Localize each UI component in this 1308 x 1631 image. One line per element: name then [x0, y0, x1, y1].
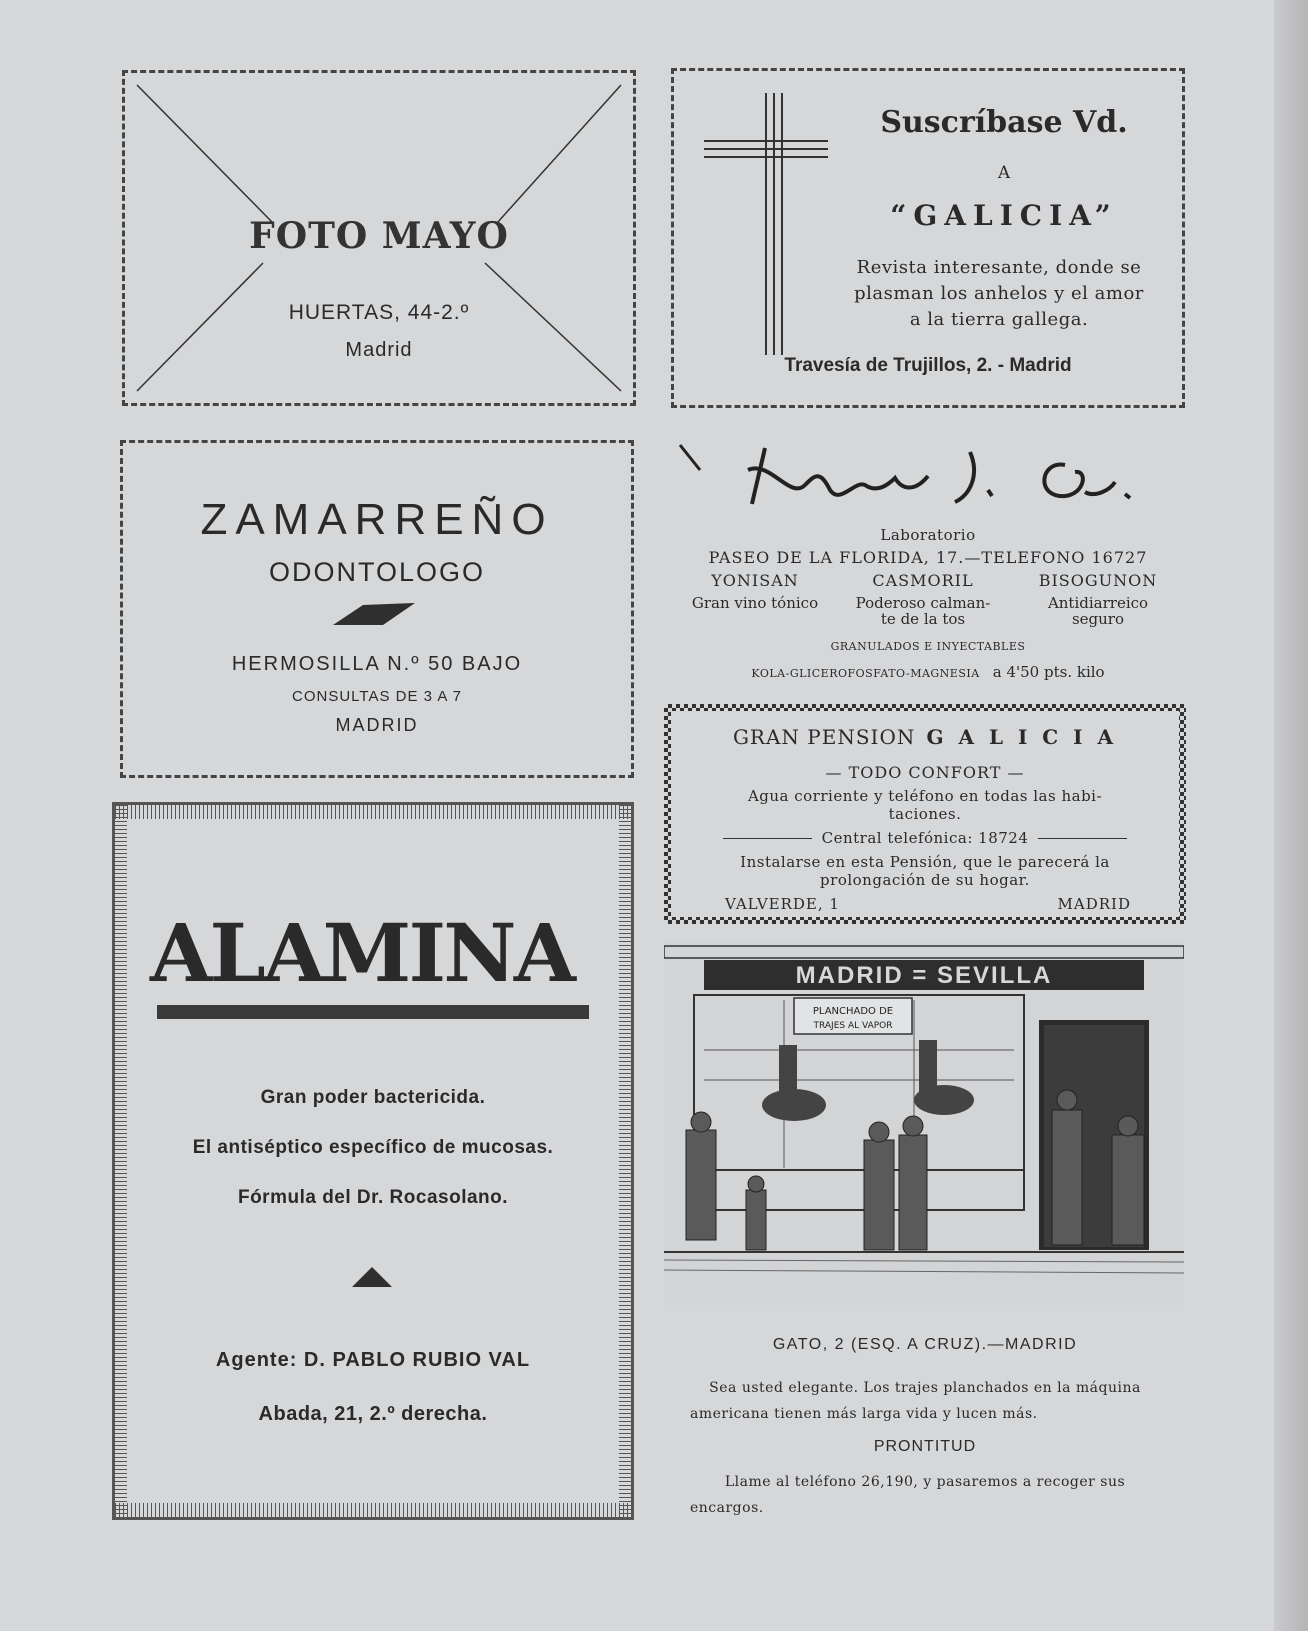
laboratorio-granulados: GRANULADOS E INYECTABLES	[830, 640, 1026, 653]
top-hatched-border	[115, 805, 631, 819]
pension-water-2: taciones.	[888, 805, 962, 823]
alamina-brand	[115, 885, 631, 995]
product-casmoril	[838, 571, 1008, 627]
alamina-line3: Fórmula del Dr. Rocasolano.	[237, 1187, 509, 1208]
product-yonisan	[670, 571, 840, 612]
product-desc: Gran vino tónico	[691, 594, 819, 612]
alamina-address: Abada, 21, 2.º derecha.	[258, 1403, 488, 1425]
zamarreno-name: ZAMARREÑO	[200, 495, 554, 544]
foto-mayo-city: Madrid	[345, 339, 413, 361]
galicia-address: Travesía de Trujillos, 2. - Madrid	[784, 355, 1072, 376]
alamina-line2: El antiséptico específico de mucosas.	[192, 1137, 554, 1158]
pension-title-prefix: GRAN PENSION	[732, 725, 916, 749]
placard-line-1: PLANCHADO DE	[812, 1006, 894, 1017]
madrid-sevilla-address: GATO, 2 (ESQ. A CRUZ).—MADRID	[772, 1336, 1078, 1353]
laboratorio-ad	[670, 430, 1186, 686]
pension-water-1: Agua corriente y teléfono en todas las habi-	[747, 787, 1103, 805]
product-name: BISOGUNON	[1038, 571, 1158, 590]
dental-mark-decoration	[333, 603, 417, 627]
pension-address: VALVERDE, 1	[725, 895, 840, 913]
signature-logo	[670, 430, 1180, 510]
triangle-ornament	[352, 1267, 392, 1289]
product-name: YONISAN	[711, 571, 799, 590]
galicia-to: A	[997, 163, 1011, 183]
galicia-desc-2: plasman los anhelos y el amor	[854, 283, 1144, 304]
madrid-sevilla-text-1: Sea usted elegante. Los trajes planchados en la máquina	[709, 1380, 1141, 1396]
pension-city: MADRID	[1057, 895, 1131, 913]
divider	[1038, 838, 1127, 839]
alamina-agent: Agente: D. PABLO RUBIO VAL	[215, 1349, 531, 1371]
pension-confort: — TODO CONFORT —	[825, 763, 1025, 782]
foto-mayo-ad	[122, 70, 636, 406]
madrid-sevilla-prontitud: PRONTITUD	[873, 1438, 977, 1455]
laboratorio-price: a 4'50 pts. kilo	[992, 663, 1105, 681]
bottom-hatched-border	[115, 1503, 631, 1517]
pension-title	[671, 725, 1179, 749]
alamina-ad	[112, 802, 634, 1520]
zamarreno-hours: CONSULTAS DE 3 A 7	[292, 688, 462, 705]
pension-stay-2: prolongación de su hogar.	[820, 871, 1030, 889]
cross-ornament	[704, 93, 834, 363]
galicia-desc-1: Revista interesante, donde se	[856, 257, 1142, 278]
laboratorio-subtitle: Laboratorio	[880, 526, 976, 544]
zamarreno-city: MADRID	[335, 715, 419, 735]
zamarreno-ad	[120, 440, 634, 778]
foto-mayo-address: HUERTAS, 44-2.º	[288, 301, 470, 324]
alamina-rule	[157, 1005, 589, 1019]
galicia-desc-3: a la tierra gallega.	[909, 309, 1089, 330]
pension-stay-1: Instalarse en esta Pensión, que le parecerá la	[740, 853, 1110, 871]
divider	[723, 838, 812, 839]
alamina-brand-text: ALAMINA	[150, 906, 590, 995]
galicia-magazine: “GALICIA”	[890, 199, 1118, 232]
gran-pension-ad	[664, 704, 1186, 924]
madrid-sevilla-shopfront-illustration	[664, 940, 1184, 1305]
pension-phone-line	[723, 829, 1127, 847]
galicia-headline: Suscríbase Vd.	[880, 105, 1128, 140]
madrid-sevilla-call-2: encargos.	[690, 1500, 764, 1516]
page-edge-shadow	[1274, 0, 1308, 1631]
product-name: CASMORIL	[872, 571, 974, 590]
product-desc-2: seguro	[1071, 610, 1125, 628]
product-desc: Antidiarreico	[1047, 594, 1149, 612]
madrid-sevilla-text-2: americana tienen más larga vida y lucen más.	[690, 1406, 1038, 1422]
pension-phone: Central telefónica: 18724	[821, 829, 1029, 847]
pension-title-name: G A L I C I A	[926, 725, 1118, 749]
foto-mayo-title: FOTO MAYO	[249, 215, 509, 257]
zamarreno-profession: ODONTOLOGO	[268, 557, 486, 587]
zamarreno-address: HERMOSILLA N.º 50 BAJO	[231, 653, 523, 675]
alamina-line1: Gran poder bactericida.	[260, 1087, 486, 1108]
svg-text:ALAMINA	[149, 906, 590, 995]
madrid-sevilla-call-1: Llame al teléfono 26,190, y pasaremos a recoger sus	[724, 1474, 1126, 1490]
galicia-subscription-ad	[671, 68, 1185, 408]
laboratorio-address: PASEO DE LA FLORIDA, 17.—TELEFONO 16727	[708, 548, 1148, 567]
laboratorio-kola-line	[670, 662, 1186, 681]
placard-line-2: TRAJES AL VAPOR	[813, 1021, 893, 1031]
product-desc-2: te de la tos	[880, 610, 966, 628]
product-bisogunon	[1010, 571, 1186, 627]
product-desc: Poderoso calman-	[855, 594, 991, 612]
laboratorio-kola: KOLA-GLICEROFOSFATO-MAGNESIA	[751, 667, 980, 680]
shop-sign: MADRID = SEVILLA	[795, 962, 1053, 989]
